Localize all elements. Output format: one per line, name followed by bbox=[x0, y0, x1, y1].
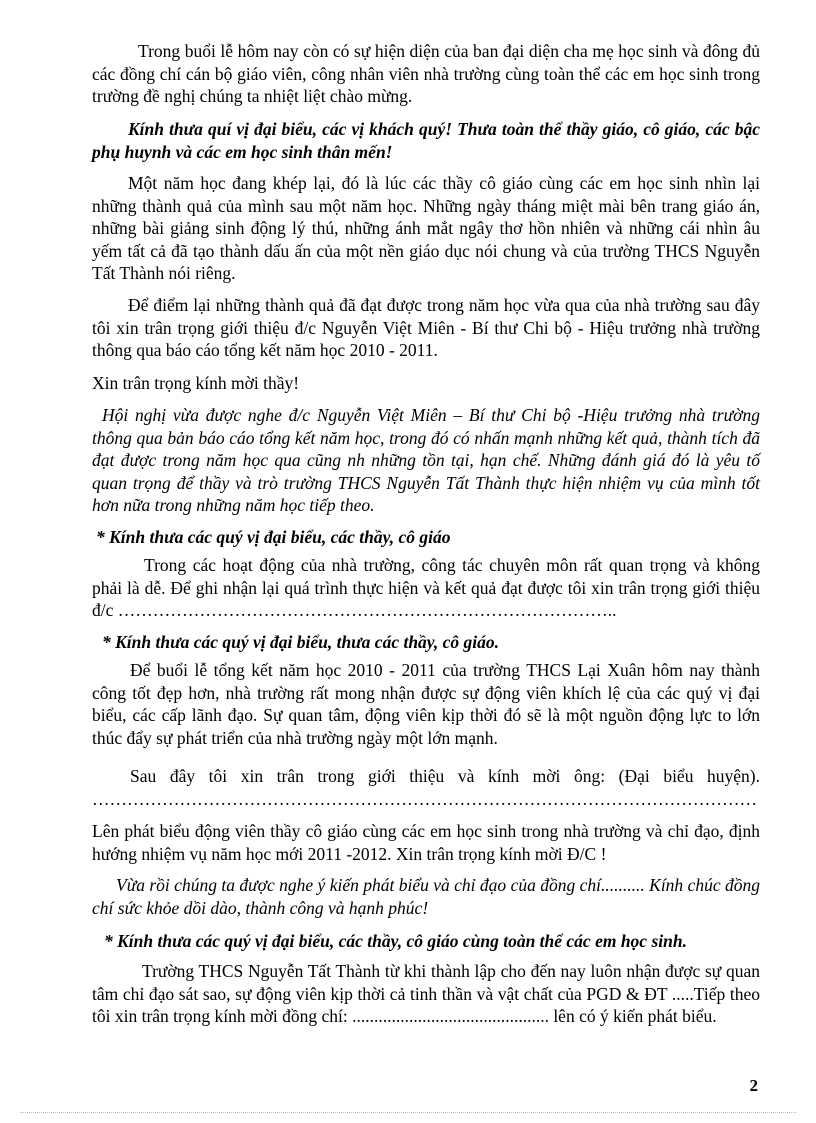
paragraph-professional-work: Trong các hoạt động của nhà trường, công tác chuyên môn rất quan trọng và không phải là dễ. Để ghi nhận lại quá trình thực hiện và kết quả đạt được tôi xin trân trọng giới thiệu đ/c ………………………………………………………………………….. bbox=[92, 555, 760, 620]
paragraph-ceremony: Để buổi lễ tổng kết năm học 2010 - 2011 của trường THCS Lại Xuân hôm nay thành công tốt đẹp hơn, nhà trường rất mong nhận được sự động viên khích lệ của các quý vị đại biểu, các cấp lãnh đạo. Sự quan tâm, động viên kịp thời đó sẽ là một nguồn động lực to lớn thúc đẩy sự phát triển của nhà trường ngày một lớn mạnh. bbox=[92, 660, 760, 748]
paragraph-report-summary: Hội nghị vừa được nghe đ/c Nguyễn Việt Miên – Bí thư Chi bộ -Hiệu trưởng nhà trường thông qua bản báo cáo tổng kết năm học, trong đó có nhấn mạnh những kết quả, thành tích đã đạt được trong năm học qua cũng nh những tồn tại, hạn chế. Những đánh giá đó là yêu tố quan trọng để thầy và trò trường THCS Nguyễn Tất Thành thực hiện nhiệm vụ của mình tốt hơn nữa trong những năm học tiếp theo. bbox=[92, 405, 760, 515]
heading-dear-guests-3: * Kính thưa các quý vị đại biểu, các thầy, cô giáo cùng toàn thể các em học sinh. bbox=[104, 931, 687, 951]
paragraph-welcome: Trong buổi lễ hôm nay còn có sự hiện diện của ban đại diện cha mẹ học sinh và đông đủ các đồng chí cán bộ giáo viên, công nhân viên nhà trường cùng toàn thể các em học sinh trong trường đề nghị chúng ta nhiệt liệt chào mừng. bbox=[92, 41, 760, 106]
page-number: 2 bbox=[749, 1076, 758, 1095]
footer-divider bbox=[20, 1112, 796, 1113]
heading-greeting: Kính thưa quí vị đại biểu, các vị khách quý! Thưa toàn thể thầy giáo, cô giáo, các bậc phụ huynh và các em học sinh thân mến! bbox=[92, 119, 760, 162]
paragraph-school-year: Một năm học đang khép lại, đó là lúc các thầy cô giáo cùng các em học sinh nhìn lại những thành quả của mình sau một năm học. Những ngày tháng miệt mài bên trang giáo án, những bài giảng sinh động lý thú, những ánh mắt ngây thơ hồn nhiên và những cái nhìn âu yếm tất cả đã tạo thành dấu ấn của một nền giáo dục nói chung và của trường THCS Nguyễn Tất Thành nói riêng. bbox=[92, 173, 760, 283]
paragraph-school-history: Trường THCS Nguyễn Tất Thành từ khi thành lập cho đến nay luôn nhận được sự quan tâm chỉ đạo sát sao, sự động viên kịp thời cả tinh thần và vật chất của PGD & ĐT .....Tiếp theo tôi xin trân trọng kính mời đồng chí: ............................................. lên có ý kiến phát biểu. bbox=[92, 961, 760, 1026]
paragraph-thanks: Vừa rồi chúng ta được nghe ý kiến phát biểu và chỉ đạo của đồng chí.......... Kính chúc đồng chí sức khỏe dồi dào, thành công và hạnh phúc! bbox=[92, 875, 760, 918]
paragraph-speech: Lên phát biểu động viên thầy cô giáo cùng các em học sinh trong nhà trường và chỉ đạo, định hướng nhiệm vụ năm học mới 2011 -2012. Xin trân trọng kính mời Đ/C ! bbox=[92, 821, 760, 864]
heading-dear-guests-1: * Kính thưa các quý vị đại biểu, các thầy, cô giáo bbox=[96, 527, 451, 547]
paragraph-invite-official: Sau đây tôi xin trân trong giới thiệu và kính mời ông: (Đại biểu huyện). …………………………………………………………………………………………………… bbox=[92, 766, 760, 809]
paragraph-introduce-principal: Để điểm lại những thành quả đã đạt được trong năm học vừa qua của nhà trường sau đây tôi xin trân trọng giới thiệu đ/c Nguyễn Việt Miên - Bí thư Chi bộ - Hiệu trưởng nhà trường thông qua báo cáo tổng kết năm học 2010 - 2011. bbox=[92, 295, 760, 360]
heading-dear-guests-2: * Kính thưa các quý vị đại biểu, thưa các thầy, cô giáo. bbox=[102, 632, 500, 652]
paragraph-invite: Xin trân trọng kính mời thầy! bbox=[92, 373, 300, 393]
